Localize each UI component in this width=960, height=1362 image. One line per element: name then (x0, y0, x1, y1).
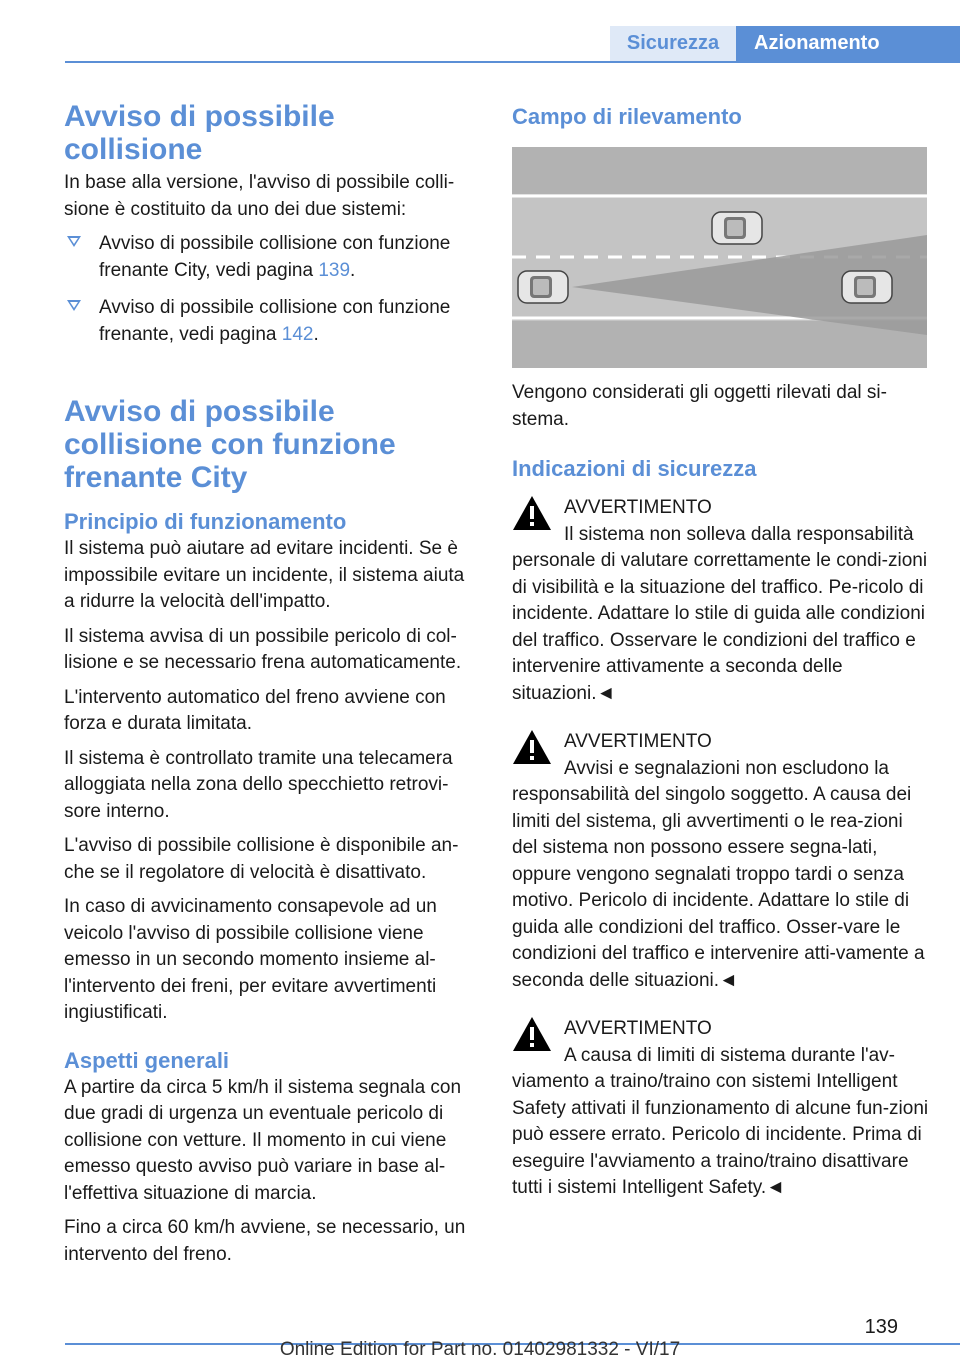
warning-first-line: Avvisi e segnalazioni non escludono la (564, 757, 889, 779)
warning-first-line: Il sistema non solleva dalla responsabilità (564, 523, 914, 545)
warning-block (512, 495, 930, 707)
paragraph: Il sistema avvisa di un possibile pericolo di col-lisione e se necessario frena automaticamente. (64, 625, 462, 673)
warning-triangle-icon (512, 1016, 552, 1052)
road-illustration (512, 147, 927, 368)
list-item: Avviso di possibile collisione con funzione frenante City, vedi pagina 139. (64, 231, 479, 284)
paragraph: In caso di avvicinamento consapevole ad un veicolo l'avviso di possibile collisione viene emesso in un secondo momento insieme al-l'intervento dei freni, per evitare avvertimenti ingiustificati. (64, 896, 437, 1023)
paragraph: Il sistema può aiutare ad evitare incidenti. Se è impossibile evitare un incidente, il sistema aiuta a ridurre la velocità dell'impatto. (64, 538, 465, 612)
warning-label: AVVERTIMENTO (564, 731, 712, 752)
warning-block (512, 1016, 930, 1202)
warning-first-line: A causa di limiti di sistema durante l'av- (564, 1044, 895, 1066)
page-link-142[interactable]: 142 (281, 323, 314, 345)
heading-collision-warning: Avviso di possibile collisione (64, 100, 335, 166)
header-rule (65, 61, 960, 63)
page-link-139[interactable]: 139 (318, 259, 351, 281)
page-number: 139 (864, 1316, 898, 1338)
warning-label: AVVERTIMENTO (564, 1018, 712, 1039)
heading-general-aspects: Aspetti generali (64, 1047, 230, 1073)
paragraph: Fino a circa 60 km/h avviene, se necessario, un intervento del freno. (64, 1217, 466, 1265)
warning-text: personale di valutare correttamente le condi-zioni di visibilità e la situazione del traffico. Pe-ricolo di incidente. Adattare lo stile di guida alle condizioni del traffico. Osservare le condizioni del traffico e intervenire attivamente a seconda delle situazioni.◄ (512, 550, 928, 704)
paragraph: Il sistema è controllato tramite una telecamera alloggiata nella zona dello specchietto retrovi-sore interno. (64, 747, 453, 822)
car-icon (712, 212, 762, 244)
left-column (64, 100, 479, 1268)
heading-principle: Principio di funzionamento (64, 509, 347, 534)
heading-safety-notes: Indicazioni di sicurezza (512, 456, 757, 481)
detection-range-figure (512, 147, 927, 368)
car-icon (842, 271, 892, 303)
paragraph: A partire da circa 5 km/h il sistema segnala con due gradi di urgenza un eventuale pericolo di collisione con vetture. Il momento in cui viene emesso questo avviso può variare in base al-l'effettiva situazione di marcia. (64, 1076, 462, 1204)
intro-text: In base alla versione, l'avviso di possibile colli-sione è costituito da uno dei due sistemi: (64, 172, 455, 220)
warning-text: viamento a traino/traino con sistemi Intelligent Safety attivati il funzionamento di alcune fun-zioni può essere errato. Pericolo di incidente. Prima di eseguire l'avviamento a traino/traino disattivare tutti i sistemi Intelligent Safety.◄ (512, 1071, 929, 1198)
heading-city-braking: Avviso di possibile collisione con funzione frenante City (64, 395, 396, 494)
heading-detection-range: Campo di rilevamento (512, 104, 742, 129)
triangle-bullet-icon (67, 300, 81, 311)
list-item: Avviso di possibile collisione con funzione frenante, vedi pagina 142. (64, 295, 479, 348)
warning-triangle-icon (512, 495, 552, 531)
triangle-bullet-icon (67, 236, 81, 247)
chapter-tab[interactable]: Azionamento (736, 26, 960, 61)
warning-label: AVVERTIMENTO (564, 497, 712, 518)
warning-block (512, 729, 930, 994)
right-column (512, 100, 930, 1202)
warning-text: responsabilità del singolo soggetto. A causa dei limiti del sistema, gli avvertimenti o le rea-zioni del sistema non possono essere segna-lati, oppure vengono segnalati troppo tardi o senza motivo. Pericolo di incidente. Adattare lo stile di guida alle condizioni del traffico. Osser-vare le condizioni del traffico e intervenire atti-vamente a seconda delle situazioni.◄ (512, 784, 925, 991)
car-icon (518, 271, 568, 303)
systems-list (64, 231, 479, 348)
paragraph: L'avviso di possibile collisione è disponibile an-che se il regolatore di velocità è disattivato. (64, 835, 459, 883)
figure-caption: Vengono considerati gli oggetti rilevati dal si-stema. (512, 382, 887, 430)
edition-footer: Online Edition for Part no. 01402981332 - VI/17 (279, 1339, 681, 1360)
section-tab[interactable]: Sicurezza (610, 26, 736, 61)
warning-triangle-icon (512, 729, 552, 765)
paragraph: L'intervento automatico del freno avviene con forza e durata limitata. (64, 686, 446, 734)
